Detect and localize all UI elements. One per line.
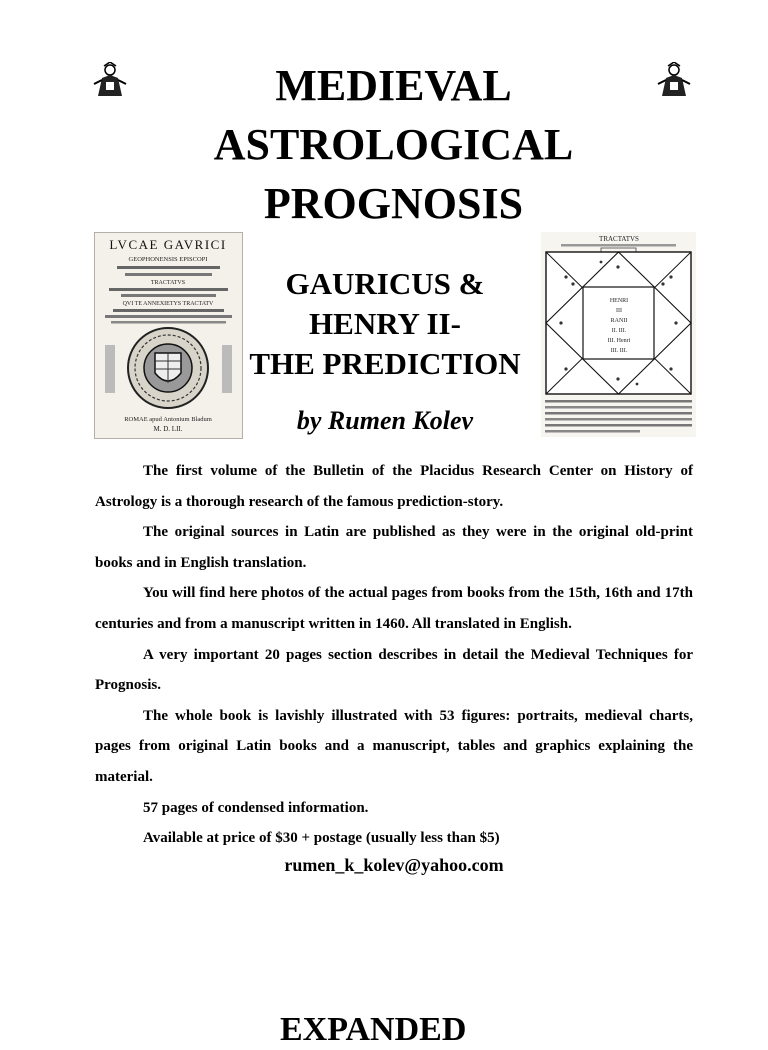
plate-line: TRACTATVS: [599, 235, 639, 243]
plate-line: LVCAE GAVRICI: [109, 237, 227, 252]
chart-center-line: III. Henri: [607, 338, 631, 344]
paragraph: Available at price of $30 + postage (usually less than $5): [143, 830, 500, 847]
page-title: [150, 56, 637, 233]
chart-center-line: RANII: [610, 318, 628, 324]
astrologer-figure-icon: [656, 62, 692, 96]
paragraph: The original sources in Latin are published as they were in the original old-print books and in English translation.: [95, 524, 693, 571]
paragraph: 57 pages of condensed information.: [143, 799, 369, 816]
title-line: ASTROLOGICAL: [213, 120, 574, 169]
horoscope-chart-image: [541, 232, 696, 437]
plate-line: M. D. LII.: [153, 425, 183, 433]
paragraph: You will find here photos of the actual pages from books from the 15th, 16th and 17th centuries and from a manuscript written in 1460. All translated in English.: [95, 585, 693, 632]
plate-line: TRACTATVS: [150, 280, 186, 286]
astrologer-figure-icon: [92, 62, 128, 96]
next-section-heading: EXPANDED: [280, 1011, 467, 1048]
plate-line: ROMAE apud Antonium Bladum: [124, 416, 212, 423]
paragraph: The whole book is lavishly illustrated with 53 figures: portraits, medieval charts, pages from original Latin books and a manuscript, tables and graphics explaining the material.: [95, 707, 693, 785]
plate-line: QVI TE ANNEXIETYS TRACTATV: [122, 301, 214, 307]
chart-center-line: II. III.: [611, 328, 627, 334]
subtitle: [230, 264, 540, 384]
subtitle-line: GAURICUS &: [285, 266, 485, 301]
title-line: MEDIEVAL: [275, 61, 512, 110]
subtitle-line: THE PREDICTION: [249, 346, 521, 381]
gauricus-title-page-image: [94, 232, 243, 439]
chart-center-line: III: [616, 308, 622, 314]
author-byline: by Rumen Kolev: [296, 406, 474, 435]
chart-center-line: III. III.: [610, 348, 628, 354]
paragraph: The first volume of the Bulletin of the Placidus Research Center on History of Astrology is a thorough research of the famous prediction-story.: [95, 463, 693, 510]
description-body: [95, 456, 693, 854]
subtitle-line: HENRY II-: [309, 306, 461, 341]
paragraph: A very important 20 pages section describes in detail the Medieval Techniques for Prognosis.: [95, 646, 693, 694]
plate-line: GEOPHONENSIS EPISCOPI: [128, 256, 208, 263]
contact-email[interactable]: rumen_k_kolev@yahoo.com: [284, 855, 504, 875]
title-line: PROGNOSIS: [263, 179, 524, 228]
chart-center-line: HENRI: [609, 298, 629, 304]
